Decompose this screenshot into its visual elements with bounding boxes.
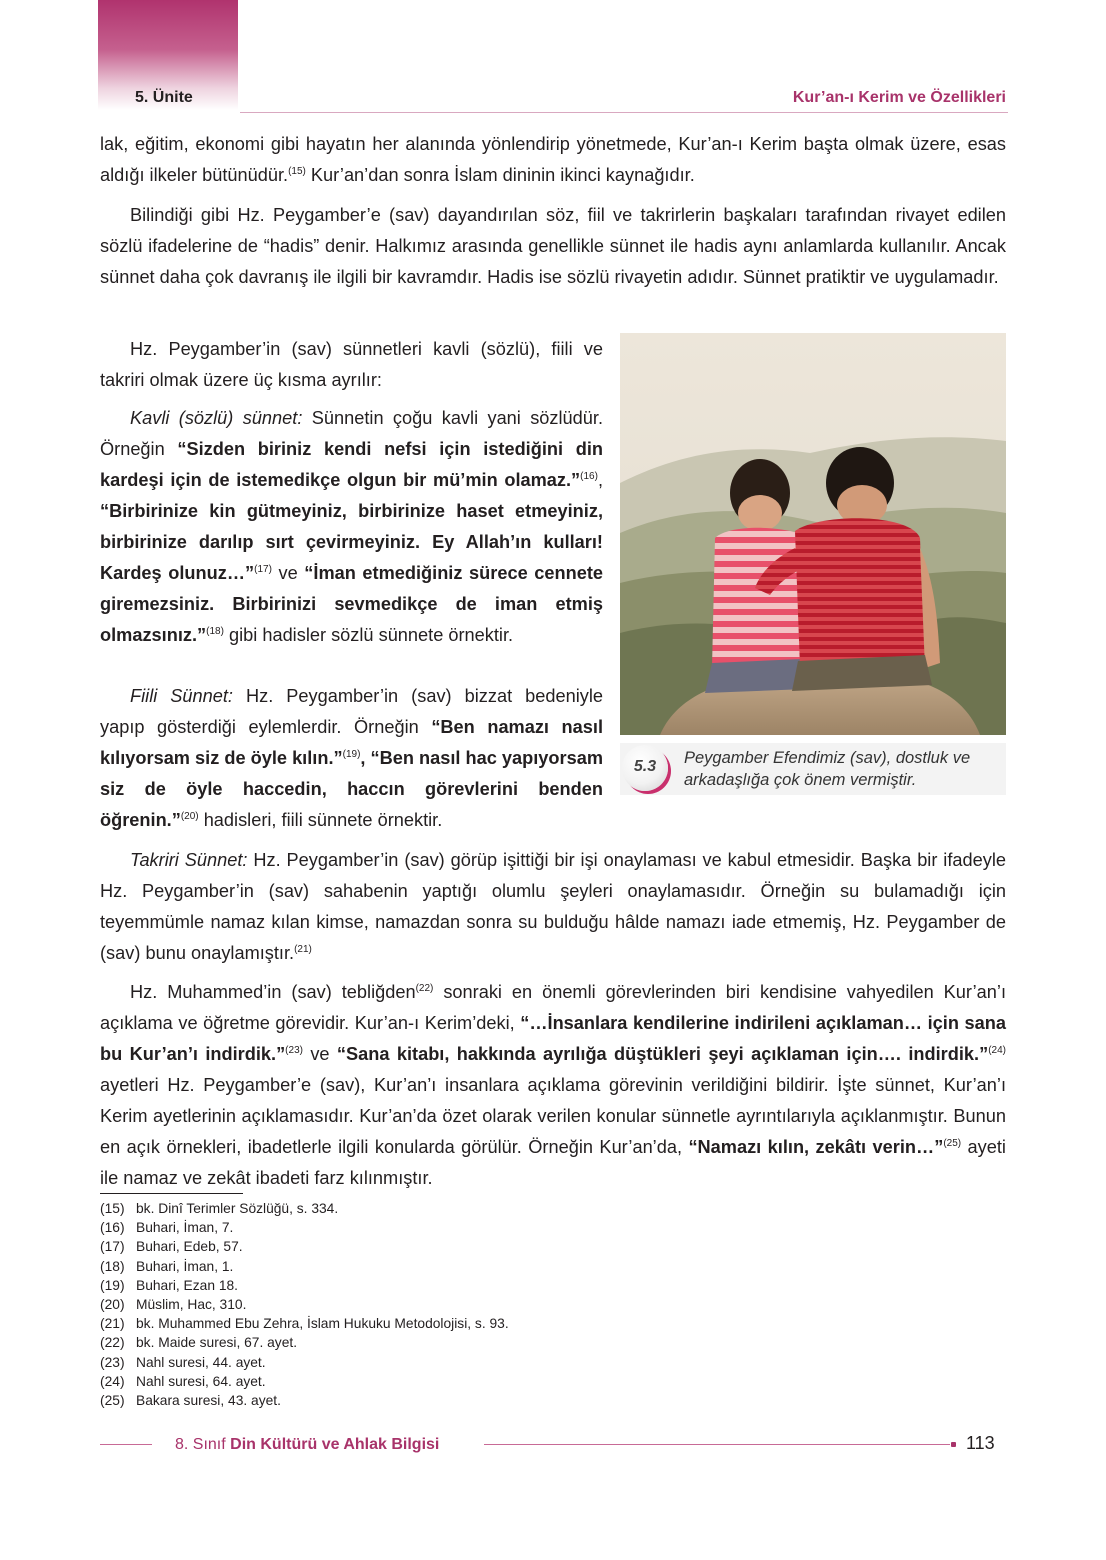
footnote-ref: (20) — [180, 811, 199, 822]
footnote-ref: (17) — [254, 564, 272, 575]
figure-photo-two-boys — [620, 333, 1006, 735]
photo-illustration — [620, 333, 1006, 735]
footnote-item: (19) Buhari, Ezan 18. — [100, 1277, 239, 1293]
paragraph-takriri-sunnet: Takriri Sünnet: Hz. Peygamber’in (sav) görüp işittiği bir işi onaylaması ve kabul etmesidir. Başka bir ifadeyle Hz. Peygamber’in (sav) sahabenin yaptığı olumlu şeyleri onaylamasıdır. Örneğin su bulamadığı için teyemmümle namaz kılan kimse, namazdan sonra su bulduğu hâlde namazı iade etmemiş, Hz. Peygamber de (sav) bunu onaylamıştır.$^{(21)}$ — [100, 850, 1006, 963]
footnote-item: (16) Buhari, İman, 7. — [100, 1220, 234, 1236]
footer-dot — [951, 1442, 956, 1447]
chapter-title: Kur’an-ı Kerim ve Özellikleri — [792, 89, 1006, 106]
footnote-item: (20) Müslim, Hac, 310. — [100, 1297, 247, 1313]
figure-caption: Peygamber Efendimiz (sav), dostluk ve arkadaşlığa çok önem vermiştir. — [684, 749, 971, 789]
footnote-ref: (25) — [943, 1138, 962, 1149]
footnote-rule — [100, 1193, 243, 1194]
footnote-item: (22) bk. Maide suresi, 67. ayet. — [100, 1335, 298, 1351]
footnote-item: (15) bk. Dinî Terimler Sözlüğü, s. 334. — [100, 1201, 339, 1216]
footer-rule-left — [100, 1444, 152, 1445]
footnote-ref: (21) — [294, 944, 312, 955]
footer-book-title: 8. Sınıf Din Kültürü ve Ahlak Bilgisi — [175, 1436, 440, 1453]
figure-number: 5.3 — [633, 758, 657, 775]
footnote-ref: (19) — [342, 749, 361, 760]
unit-label: 5. Ünite — [135, 89, 193, 106]
footnote-item: (17) Buhari, Edeb, 57. — [100, 1239, 243, 1255]
footnote-list — [100, 1199, 509, 1410]
paragraph-7: Hz. Muhammed’in (sav) tebliğden$^{(22)}$ sonraki en önemli görevlerinden biri kendisine vahyedilen Kur’an’ı açıklama ve öğretme görevidir. Kur’an-ı Kerim’deki, “…İnsanlara kendilerine indirileni açıklaman… için sana bu Kur’an’ı indirdik.”$^{(23)}$ ve “Sana kitabı, hakkında ayrılığa düştükleri şeyi açıklaman için…. indirdik.”$^{(24)}$ ayetleri Hz. Peygamber’e (sav), Kur’an’ı insanlara açıklama görevinin verildiğini bildirir. İşte sünnet, Kur’an’ı Kerim ayetlerinin açıklamasıdır. Kur’an’da özet olarak verilen konular sünnetle ayrıntılarıyla açıklanmıştır. Bunun en açık örnekleri, ibadetlerle ilgili konularda görülür. Örneğin Kur’an’da, “Namazı kılın, zekâtı verin…”$^{(25)}$ ayeti ile namaz ve zekât ibadeti farz kılınmıştır. — [100, 982, 1007, 1188]
footnote-ref: (15) — [288, 166, 306, 177]
footnote-ref: (22) — [415, 983, 434, 994]
paragraph-fiili-sunnet: Fiili Sünnet: Hz. Peygamber’in (sav) bizzat bedeniyle yapıp gösterdiği eylemlerdir. Örneğin “Ben namazı nasıl kılıyorsam siz de öyle kılın.”$^{(19)}$, “Ben nasıl hac yapıyorsam siz de öyle haccedin, haccın görevlerini benden öğrenin.”$^{(20)}$ hadisleri, fiili sünnete örnektir. — [100, 686, 604, 830]
footnote-ref: (24) — [988, 1045, 1006, 1056]
term-kavli: Kavli (sözlü) sünnet: — [130, 408, 303, 428]
paragraph-3: Hz. Peygamber’in (sav) sünnetleri kavli (sözlü), fiili ve takriri olmak üzere üç kısma ayrılır: — [100, 339, 603, 390]
page-number: 113 — [966, 1433, 995, 1453]
footnote-item: (24) Nahl suresi, 64. ayet. — [100, 1373, 266, 1389]
term-takriri: Takriri Sünnet: — [130, 850, 248, 870]
paragraph-1: lak, eğitim, ekonomi gibi hayatın her alanında yönlendirip yönetmede, Kur’an-ı Kerim başta olmak üzere, esas aldığı ilkeler bütünüdür.$^{(15)}$ Kur’an’dan sonra İslam dininin ikinci kaynağıdır. — [100, 134, 1006, 185]
paragraph-kavli-sunnet: Kavli (sözlü) sünnet: Sünnetin çoğu kavli yani sözlüdür. Örneğin “Sizden biriniz kendi nefsi için istediğini din kardeşi için de istemedikçe olgun bir mü’min olamaz.”$^{(16)}$, “Birbirinize kin gütmeyiniz, birbirinize haset etmeyiniz, birbirinize darılıp sırt çevirmeyiniz. Ey Allah’ın kulları! Kardeş olunuz…”$^{(17)}$ ve “İman etmediğiniz sürece cennete giremezsiniz. Birbirinizi sevmedikçe de iman etmiş olmazsınız.”$^{(18)}$ gibi hadisler sözlü sünnete örnektir. — [100, 408, 603, 645]
term-fiili: Fiili Sünnet: — [130, 686, 233, 706]
footnote-ref: (16) — [580, 471, 598, 482]
paragraph-2: Bilindiği gibi Hz. Peygamber’e (sav) dayandırılan söz, fiil ve takrirlerin başkaları tarafından rivayet edilen sözlü ifadelerine de “hadis” denir. Halkımız arasında genellikle sünnet ile hadis aynı anlamlarda kullanılır. Ancak sünnet daha çok davranış ile ilgili bir kavramdır. Hadis ise sözlü rivayetin adıdır. Sünnet pratiktir ve uygulamadır. — [100, 205, 1006, 287]
footnote-ref: (23) — [285, 1045, 303, 1056]
header-rule — [240, 112, 1008, 113]
footnote-ref: (18) — [206, 626, 224, 637]
footnote-item: (21) bk. Muhammed Ebu Zehra, İslam Hukuku Metodolojisi, s. 93. — [100, 1316, 509, 1332]
footnote-item: (18) Buhari, İman, 1. — [100, 1258, 234, 1274]
footer-rule-right — [484, 1444, 950, 1445]
footnote-item: (25) Bakara suresi, 43. ayet. — [100, 1393, 281, 1409]
footnote-item: (23) Nahl suresi, 44. ayet. — [100, 1354, 266, 1370]
